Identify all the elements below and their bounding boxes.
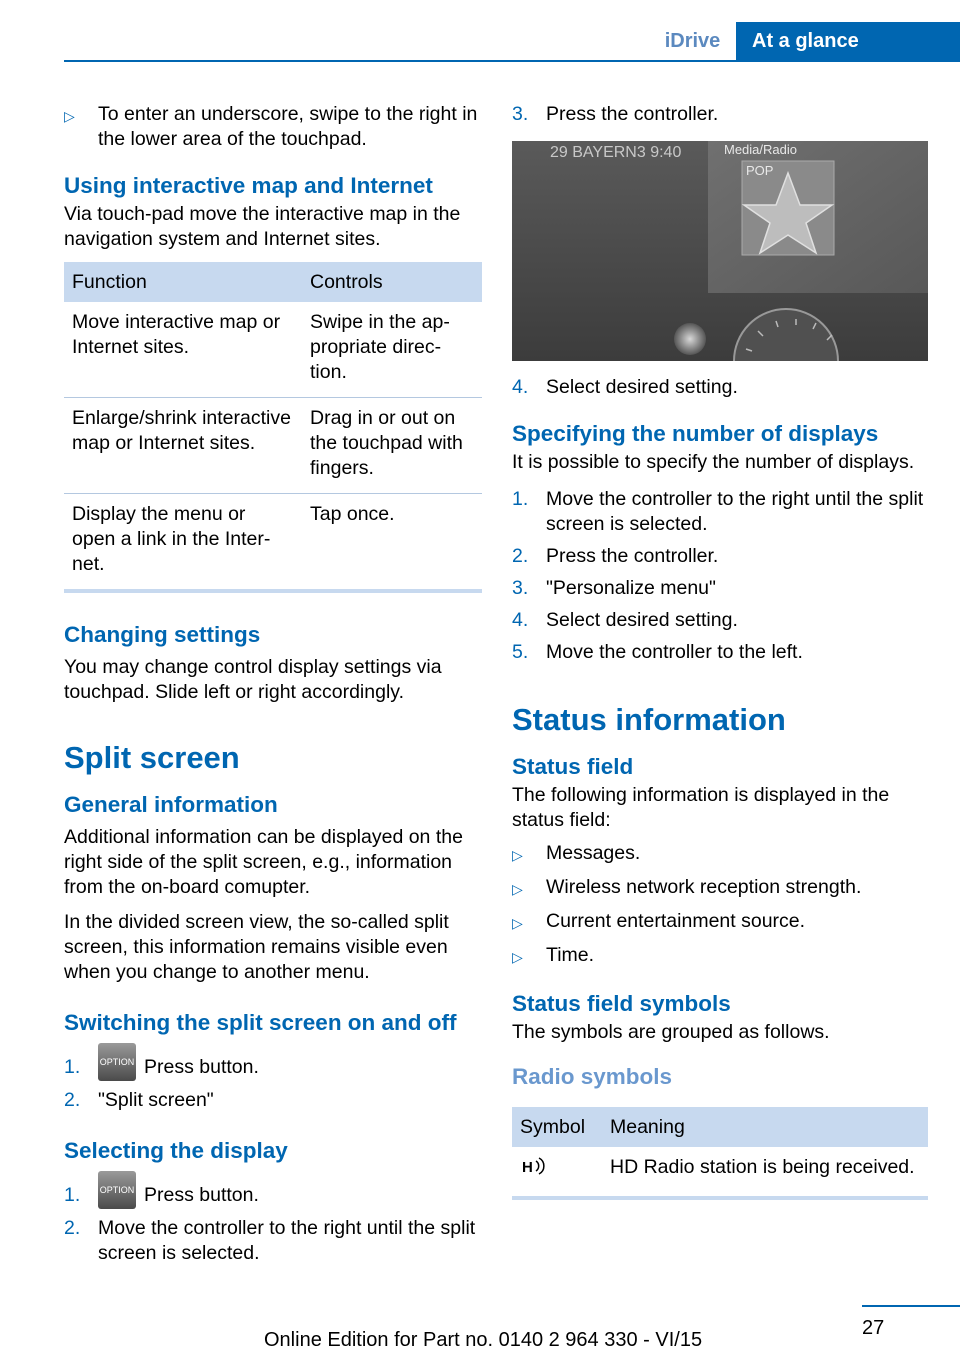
- triangle-bullet-icon: ▷: [512, 949, 523, 965]
- triangle-bullet-icon: ▷: [64, 108, 75, 124]
- select-display-heading: Selecting the display: [64, 1138, 288, 1163]
- list-item: 2. Move the controller to the right until the split screen is selected.: [64, 1217, 476, 1264]
- menu-label: Media/Radio: [724, 142, 797, 157]
- split-screen-title: Split screen: [64, 740, 240, 775]
- status-field-intro: The following information is displayed in the status field:: [512, 784, 890, 831]
- list-item: ▷ Messages.: [512, 841, 928, 868]
- table-header: Symbol: [512, 1107, 602, 1147]
- table-row: Display the menu or open a link in the Inter‐ net. Tap once.: [64, 494, 482, 592]
- status-symbols-heading: Status field symbols: [512, 991, 731, 1016]
- status-field-heading: Status field: [512, 754, 634, 779]
- status-info-title: Status information: [512, 702, 786, 737]
- control-display-screenshot: [512, 141, 928, 361]
- list-item: 1. OPTION Press button.: [64, 1183, 482, 1209]
- header-section: iDrive: [650, 22, 735, 60]
- list-item: 3. Press the controller.: [512, 103, 719, 125]
- list-item: ▷ Wireless network reception strength.: [512, 875, 928, 902]
- changing-settings-text: You may change control display settings via touchpad. Slide left or right accordingly.: [64, 656, 442, 703]
- radio-symbols-heading: Radio symbols: [512, 1064, 673, 1089]
- edition-footer: Online Edition for Part no. 0140 2 964 330 - VI/15: [264, 1329, 703, 1351]
- list-item: ▷ To enter an underscore, swipe to the right in the lower area of the touchpad.: [64, 103, 478, 150]
- list-item: 1. Move the controller to the right until the split screen is selected.: [512, 488, 924, 535]
- list-item: 2. Press the controller.: [512, 545, 719, 567]
- switch-heading: Switching the split screen on and off: [64, 1010, 457, 1035]
- list-item: 2. "Split screen": [64, 1089, 214, 1111]
- displays-heading: Specifying the number of displays: [512, 421, 879, 446]
- option-button-icon: OPTION: [98, 1171, 136, 1209]
- list-item: 1. OPTION Press button.: [64, 1055, 482, 1081]
- changing-settings-heading: Changing settings: [64, 622, 261, 647]
- triangle-bullet-icon: ▷: [512, 847, 523, 863]
- general-info-p1: Additional information can be displayed on the right side of the split screen, e.g., information from the on-board comupter.: [64, 826, 463, 898]
- table-row: Move interactive map or Internet sites. Swipe in the ap‐ propriate direc‐ tion.: [64, 302, 482, 398]
- map-intro: Via touch-pad move the interactive map in the navigation system and Internet sites.: [64, 203, 461, 250]
- status-symbols-intro: The symbols are grouped as follows.: [512, 1021, 830, 1043]
- table-row: H HD Radio station is being received.: [512, 1147, 928, 1198]
- displays-intro: It is possible to specify the number of displays.: [512, 451, 915, 473]
- list-item: 4. Select desired setting.: [512, 609, 738, 631]
- left-column: [64, 102, 482, 1273]
- map-heading: Using interactive map and Internet: [64, 173, 433, 198]
- footer-rule: [862, 1305, 960, 1307]
- radio-symbols-table: [512, 1107, 928, 1200]
- right-column: [512, 102, 928, 1200]
- genre-label: POP: [746, 163, 774, 178]
- function-table: [64, 262, 482, 593]
- table-header: Controls: [302, 262, 482, 302]
- option-button-icon: OPTION: [98, 1043, 136, 1081]
- table-row: Enlarge/shrink interactive map or Internet sites. Drag in or out on the touchpad with fingers.: [64, 398, 482, 494]
- hd-radio-icon: [520, 1155, 550, 1177]
- header-chapter: At a glance: [736, 22, 960, 60]
- list-item: 4. Select desired setting.: [512, 376, 738, 398]
- svg-text:H: H: [522, 1159, 533, 1176]
- list-item: ▷ Time.: [512, 943, 928, 970]
- list-item: 5. Move the controller to the left.: [512, 641, 803, 663]
- page-number: 27: [862, 1317, 885, 1339]
- general-info-heading: General information: [64, 792, 278, 817]
- table-header: Function: [64, 262, 302, 302]
- header-rule: [64, 60, 960, 62]
- triangle-bullet-icon: ▷: [512, 915, 523, 931]
- list-item: 3. "Personalize menu": [512, 577, 716, 599]
- list-item: ▷ Current entertainment source.: [512, 909, 928, 936]
- triangle-bullet-icon: ▷: [512, 881, 523, 897]
- general-info-p2: In the divided screen view, the so-called split screen, this information remains visible even when you change to another menu.: [64, 911, 449, 983]
- station-label: 29 BAYERN3 9:40: [550, 144, 682, 161]
- table-header: Meaning: [602, 1107, 928, 1147]
